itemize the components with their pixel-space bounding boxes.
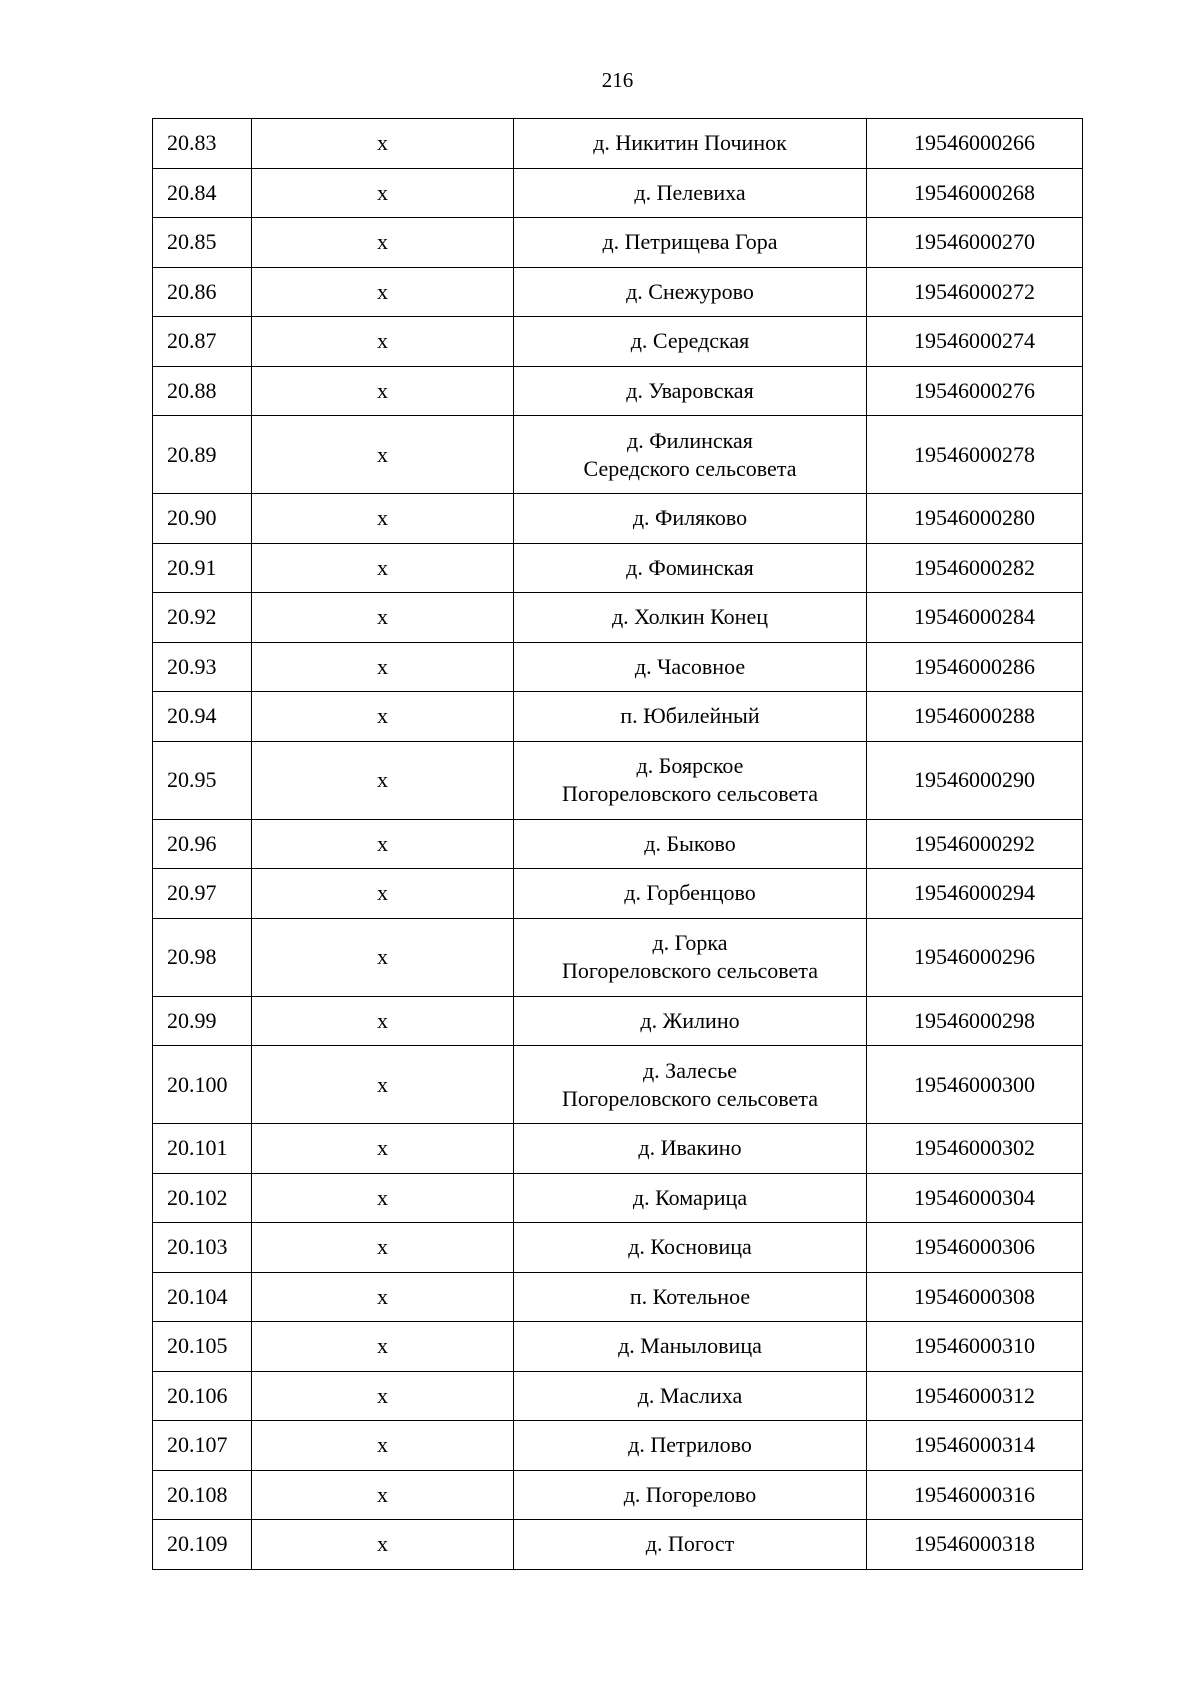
row-number-cell: 20.93 — [153, 642, 252, 692]
oktmo-code-cell: 19546000308 — [867, 1272, 1083, 1322]
settlement-name-cell — [514, 1124, 867, 1174]
oktmo-code-cell: 19546000318 — [867, 1520, 1083, 1570]
oktmo-code-cell: 19546000292 — [867, 819, 1083, 869]
settlement-name-cell — [514, 366, 867, 416]
settlement-name-line: д. Маслиха — [637, 1382, 743, 1408]
oktmo-code-cell: 19546000304 — [867, 1173, 1083, 1223]
oktmo-code-cell: 19546000288 — [867, 692, 1083, 742]
table-row — [153, 1272, 1083, 1322]
mark-cell: х — [252, 416, 514, 494]
table-row — [153, 918, 1083, 996]
mark-cell: х — [252, 741, 514, 819]
settlement-name-line: д. Филинская — [627, 427, 753, 453]
oktmo-code-cell: 19546000274 — [867, 317, 1083, 367]
settlement-name-line: Погореловского сельсовета — [562, 1085, 818, 1111]
oktmo-code-cell: 19546000316 — [867, 1470, 1083, 1520]
row-number-cell: 20.84 — [153, 168, 252, 218]
row-number-cell: 20.101 — [153, 1124, 252, 1174]
row-number-cell: 20.90 — [153, 494, 252, 544]
mark-cell: х — [252, 119, 514, 169]
row-number-cell: 20.105 — [153, 1322, 252, 1372]
mark-cell: х — [252, 996, 514, 1046]
settlement-name-line: д. Быково — [644, 830, 736, 856]
table-row — [153, 218, 1083, 268]
settlement-name-line: п. Котельное — [629, 1283, 751, 1309]
table-row — [153, 267, 1083, 317]
oktmo-code-cell: 19546000266 — [867, 119, 1083, 169]
row-number-cell: 20.91 — [153, 543, 252, 593]
row-number-cell: 20.108 — [153, 1470, 252, 1520]
row-number-cell: 20.86 — [153, 267, 252, 317]
settlement-name-line: д. Середская — [630, 328, 750, 354]
settlement-name-cell — [514, 1223, 867, 1273]
settlement-name-line: д. Ивакино — [638, 1135, 742, 1161]
settlement-name-cell — [514, 119, 867, 169]
settlement-name-line: д. Горка — [652, 930, 728, 955]
oktmo-code-cell: 19546000294 — [867, 869, 1083, 919]
settlement-name-cell — [514, 642, 867, 692]
settlement-name-cell — [514, 543, 867, 593]
table-row — [153, 869, 1083, 919]
settlement-name-line: д. Фоминская — [626, 554, 754, 580]
settlement-name-line: п. Юбилейный — [620, 703, 760, 729]
mark-cell: х — [252, 543, 514, 593]
settlement-name-line: д. Уваровская — [626, 377, 754, 403]
row-number-cell: 20.83 — [153, 119, 252, 169]
settlement-name-line: д. Комарица — [632, 1184, 748, 1210]
settlement-name-cell — [514, 1371, 867, 1421]
table-row — [153, 1470, 1083, 1520]
settlement-name-cell — [514, 267, 867, 317]
table-row — [153, 416, 1083, 494]
row-number-cell: 20.107 — [153, 1421, 252, 1471]
oktmo-code-cell: 19546000300 — [867, 1046, 1083, 1124]
settlement-name-cell — [514, 416, 867, 494]
table-row — [153, 819, 1083, 869]
row-number-cell: 20.88 — [153, 366, 252, 416]
mark-cell: х — [252, 869, 514, 919]
settlement-name-line: д. Никитин Починок — [593, 130, 787, 156]
mark-cell: х — [252, 593, 514, 643]
mark-cell: х — [252, 168, 514, 218]
mark-cell: х — [252, 1046, 514, 1124]
settlement-name-line: д. Жилино — [640, 1007, 740, 1033]
row-number-cell: 20.97 — [153, 869, 252, 919]
settlement-name-line: д. Петрилово — [628, 1432, 752, 1458]
oktmo-code-cell: 19546000270 — [867, 218, 1083, 268]
table-row — [153, 168, 1083, 218]
table-row — [153, 1520, 1083, 1570]
row-number-cell: 20.102 — [153, 1173, 252, 1223]
oktmo-code-cell: 19546000312 — [867, 1371, 1083, 1421]
row-number-cell: 20.89 — [153, 416, 252, 494]
row-number-cell: 20.95 — [153, 741, 252, 819]
table-row — [153, 119, 1083, 169]
row-number-cell: 20.98 — [153, 918, 252, 996]
settlement-name-line: д. Холкин Конец — [611, 604, 768, 630]
table-row — [153, 1322, 1083, 1372]
mark-cell: х — [252, 642, 514, 692]
settlement-name-cell — [514, 593, 867, 643]
row-number-cell: 20.100 — [153, 1046, 252, 1124]
row-number-cell: 20.106 — [153, 1371, 252, 1421]
row-number-cell: 20.92 — [153, 593, 252, 643]
mark-cell: х — [252, 1421, 514, 1471]
settlement-name-line: д. Погорелово — [623, 1481, 757, 1507]
oktmo-code-cell: 19546000272 — [867, 267, 1083, 317]
settlement-name-cell — [514, 918, 867, 996]
table-row — [153, 317, 1083, 367]
settlement-name-line: д. Косновица — [628, 1234, 752, 1260]
table-row — [153, 1223, 1083, 1273]
mark-cell: х — [252, 1520, 514, 1570]
settlement-name-line: д. Пелевиха — [634, 179, 746, 205]
mark-cell: х — [252, 366, 514, 416]
row-number-cell: 20.96 — [153, 819, 252, 869]
table-row — [153, 642, 1083, 692]
oktmo-code-cell: 19546000282 — [867, 543, 1083, 593]
oktmo-code-cell: 19546000298 — [867, 996, 1083, 1046]
settlement-name-line: д. Петрищева Гора — [602, 229, 778, 255]
oktmo-code-cell: 19546000290 — [867, 741, 1083, 819]
table-row — [153, 593, 1083, 643]
table-row — [153, 1173, 1083, 1223]
settlement-name-cell — [514, 317, 867, 367]
mark-cell: х — [252, 494, 514, 544]
table-row — [153, 996, 1083, 1046]
settlement-name-line: д. Погост — [645, 1531, 735, 1557]
mark-cell: х — [252, 819, 514, 869]
oktmo-code-cell: 19546000284 — [867, 593, 1083, 643]
settlement-name-cell — [514, 494, 867, 544]
row-number-cell: 20.104 — [153, 1272, 252, 1322]
mark-cell: х — [252, 1322, 514, 1372]
settlement-name-cell — [514, 1046, 867, 1124]
oktmo-code-cell: 19546000278 — [867, 416, 1083, 494]
oktmo-code-cell: 19546000280 — [867, 494, 1083, 544]
mark-cell: х — [252, 1173, 514, 1223]
mark-cell: х — [252, 692, 514, 742]
oktmo-code-cell: 19546000310 — [867, 1322, 1083, 1372]
settlement-name-cell — [514, 692, 867, 742]
mark-cell: х — [252, 317, 514, 367]
settlement-name-cell — [514, 168, 867, 218]
row-number-cell: 20.109 — [153, 1520, 252, 1570]
mark-cell: х — [252, 1470, 514, 1520]
oktmo-code-cell: 19546000296 — [867, 918, 1083, 996]
row-number-cell: 20.94 — [153, 692, 252, 742]
table-row — [153, 741, 1083, 819]
oktmo-code-cell: 19546000306 — [867, 1223, 1083, 1273]
settlement-name-cell — [514, 996, 867, 1046]
settlement-name-line: д. Часовное — [634, 653, 746, 679]
settlement-name-line: д. Снежурово — [626, 278, 754, 304]
row-number-cell: 20.87 — [153, 317, 252, 367]
settlement-name-cell — [514, 1272, 867, 1322]
settlement-name-cell — [514, 741, 867, 819]
settlement-name-line: д. Залесье — [642, 1057, 738, 1083]
mark-cell: х — [252, 1124, 514, 1174]
mark-cell: х — [252, 1223, 514, 1273]
settlement-name-cell — [514, 1470, 867, 1520]
settlement-name-line: д. Маныловица — [618, 1333, 762, 1359]
settlement-name-line: д. Боярское — [636, 753, 744, 778]
settlement-name-cell — [514, 1421, 867, 1471]
table-row — [153, 1124, 1083, 1174]
mark-cell: х — [252, 1272, 514, 1322]
row-number-cell: 20.85 — [153, 218, 252, 268]
settlement-name-cell — [514, 218, 867, 268]
table-row — [153, 1046, 1083, 1124]
settlement-name-line: Середского сельсовета — [583, 455, 797, 481]
table-body — [153, 119, 1083, 1570]
row-number-cell: 20.99 — [153, 996, 252, 1046]
oktmo-code-cell: 19546000268 — [867, 168, 1083, 218]
settlement-name-cell — [514, 1520, 867, 1570]
settlements-table — [152, 118, 1083, 1570]
oktmo-code-cell: 19546000276 — [867, 366, 1083, 416]
table-row — [153, 366, 1083, 416]
table-row — [153, 543, 1083, 593]
oktmo-code-cell: 19546000302 — [867, 1124, 1083, 1174]
table-row — [153, 1371, 1083, 1421]
mark-cell: х — [252, 918, 514, 996]
oktmo-code-cell: 19546000286 — [867, 642, 1083, 692]
settlement-name-cell — [514, 1322, 867, 1372]
settlement-name-cell — [514, 819, 867, 869]
settlement-name-cell — [514, 1173, 867, 1223]
mark-cell: х — [252, 1371, 514, 1421]
settlement-name-line: Погореловского сельсовета — [562, 781, 818, 806]
row-number-cell: 20.103 — [153, 1223, 252, 1273]
mark-cell: х — [252, 218, 514, 268]
settlement-name-cell — [514, 869, 867, 919]
settlement-name-line: д. Филяково — [632, 505, 748, 531]
mark-cell: х — [252, 267, 514, 317]
page-number: 216 — [601, 68, 634, 92]
settlement-name-line: Погореловского сельсовета — [562, 958, 818, 983]
table-row — [153, 1421, 1083, 1471]
oktmo-code-cell: 19546000314 — [867, 1421, 1083, 1471]
settlement-name-line: д. Горбенцово — [624, 880, 756, 906]
table-row — [153, 692, 1083, 742]
table-row — [153, 494, 1083, 544]
